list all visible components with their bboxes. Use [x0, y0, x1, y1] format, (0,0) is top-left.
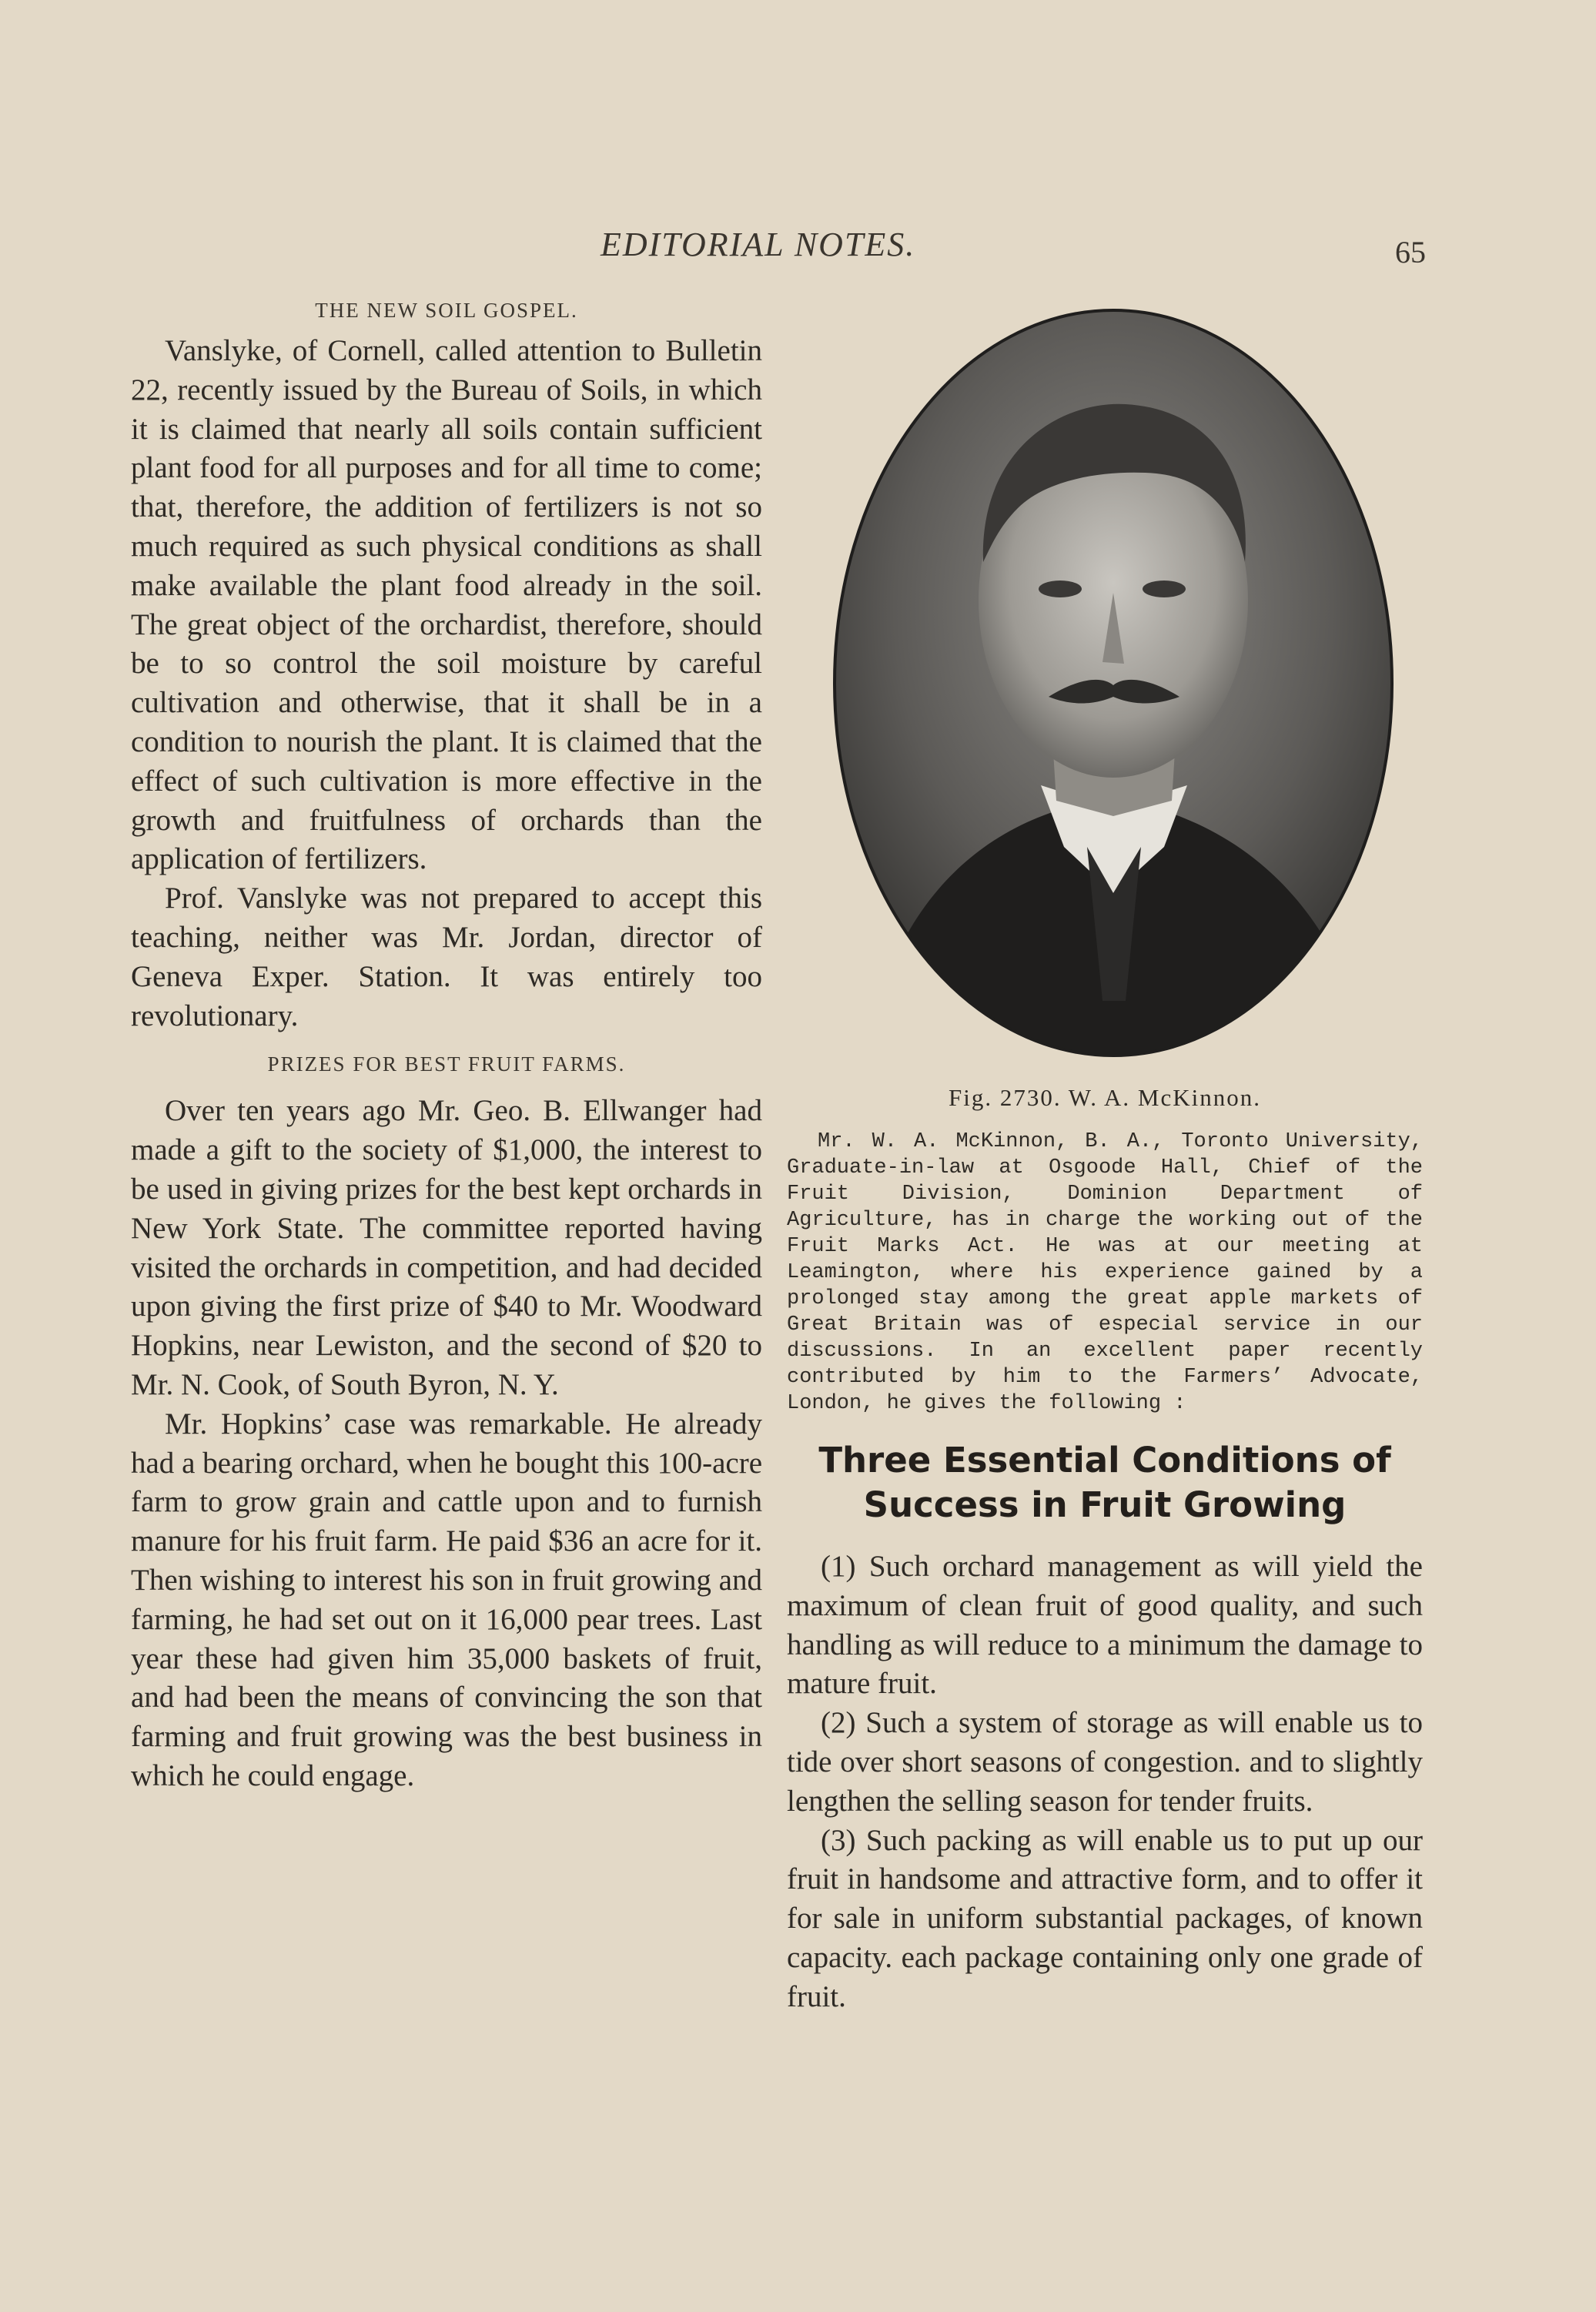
paragraph: Prof. Vanslyke was not prepared to accept this teaching, neither was Mr. Jordan, director of Geneva Exper. Station. It was entirely too revolutionary. — [131, 882, 762, 1032]
paragraph: Mr. Hopkins’ case was remarkable. He already had a bearing orchard, when he bought this 100-acre farm to grow grain and cattle upon and to furnish manure for his fruit farm. He paid $36 an acre for it. Then wishing to interest his son in fruit growing and farming, he had set out on it 16,000 pear trees. Last year these had given him 35,000 baskets of fruit, and had been the means of convincing the son that farming and fruit growing was the best business in which he could engage. — [131, 1407, 762, 1792]
right-column — [787, 308, 1423, 2017]
section-heading-prizes: PRIZES FOR BEST FRUIT FARMS. — [267, 1052, 626, 1076]
paragraph: Vanslyke, of Cornell, called attention to Bulletin 22, recently issued by the Bureau of Soils, in which it is claimed that nearly all soils contain sufficient plant food for all purposes and for all time to come; that, therefore, the addition of fertilizers is not so much required as such physical conditions as shall make available the plant food already in the soil. The great object of the orchardist, therefore, should be to so control the soil moisture by careful cultivation and otherwise, that it shall be in a condition to nourish the plant. It is claimed that the effect of such cultivation is more effective in the growth and fruitfulness of orchards than the application of fertilizers. — [131, 334, 762, 876]
condition-paragraph: (1) Such orchard management as will yield the maximum of clean fruit of good quality, and such handling as will reduce to a minimum the damage to mature fruit. — [787, 1550, 1423, 1701]
article-title: Three Essential Conditions of Success in Fruit Growing — [818, 1440, 1391, 1525]
left-column — [131, 299, 762, 1796]
portrait-photo — [833, 308, 1394, 1059]
figure — [787, 308, 1423, 1070]
bio-paragraph: Mr. W. A. McKinnon, B. A., Toronto University, Graduate-in-law at Osgoode Hall, Chief of the Fruit Division, Dominion Department of Agriculture, has in charge the working out of the Fruit Marks Act. He was at our meeting at Leamington, where his experience gained by a prolonged stay among the great apple markets of Great Britain was of especial service in our discussions. In an excellent paper recently contributed by him to the Farmers’ Advocate, London, he gives the following : — [787, 1130, 1423, 1415]
condition-paragraph: (2) Such a system of storage as will enable us to tide over short seasons of congestion. and to slightly lengthen the selling season for tender fruits. — [787, 1706, 1423, 1818]
figure-caption: Fig. 2730. W. A. McKinnon. — [949, 1084, 1261, 1111]
paragraph: Over ten years ago Mr. Geo. B. Ellwanger had made a gift to the society of $1,000, the interest to be used in giving prizes for the best kept orchards in New York State. The committee reported having visited the orchards in competition, and had decided upon giving the first prize of $40 to Mr. Woodward Hopkins, near Lewiston, and the second of $20 to Mr. N. Cook, of South Byron, N. Y. — [131, 1094, 762, 1401]
page-number: 65 — [1395, 235, 1426, 269]
running-title: EDITORIAL NOTES. — [601, 226, 916, 263]
section-heading-new-soil-gospel: THE NEW SOIL GOSPEL. — [315, 299, 578, 322]
condition-paragraph: (3) Such packing as will enable us to put up our fruit in handsome and attractive form, and to offer it for sale in uniform substantial packages, of known capacity. each package containing only one grade of fruit. — [787, 1823, 1423, 2013]
